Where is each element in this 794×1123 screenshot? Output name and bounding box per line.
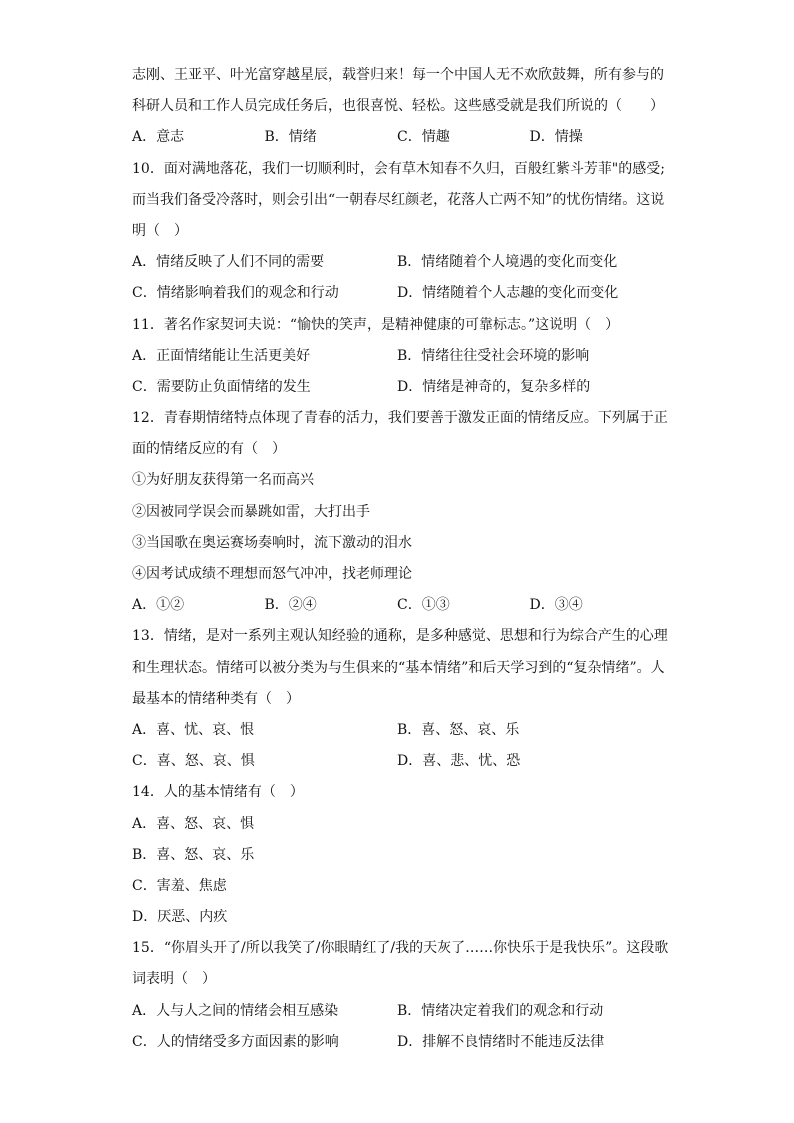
option-b: B．情绪往往受社会环境的影响 bbox=[397, 347, 590, 364]
option-c: C．喜、怒、哀、惧 bbox=[132, 753, 255, 770]
option-c: C．人的情绪受多方面因素的影响 bbox=[132, 1033, 339, 1050]
option-a: A．意志 bbox=[132, 129, 185, 146]
question-11 bbox=[132, 310, 662, 404]
question-text-line: 10．面对满地落花，我们一切顺利时，会有草木知春不久归，百般红紫斗芳菲"的感受; bbox=[132, 160, 665, 177]
option-c: C．情趣 bbox=[397, 129, 450, 146]
options-row bbox=[132, 996, 662, 1027]
option-d: D．情操 bbox=[529, 129, 583, 146]
question-text-line: 14．人的基本情绪有（ ） bbox=[132, 784, 304, 801]
option-d: D．喜、悲、忧、恐 bbox=[397, 753, 521, 770]
options-row bbox=[132, 247, 662, 278]
options-row bbox=[132, 746, 662, 777]
option-d: D．情绪是神奇的，复杂多样的 bbox=[397, 378, 591, 395]
options-row bbox=[132, 341, 662, 372]
option-c: C．情绪影响着我们的观念和行动 bbox=[132, 285, 339, 302]
option-a: A．情绪反映了人们不同的需要 bbox=[132, 254, 325, 271]
option-c: C．①③ bbox=[397, 597, 450, 614]
option-c: C．害羞、焦虑 bbox=[132, 877, 227, 894]
option-c: C．需要防止负面情绪的发生 bbox=[132, 378, 311, 395]
question-12 bbox=[132, 403, 668, 621]
option-b: B．喜、怒、哀、乐 bbox=[132, 846, 255, 863]
statement-item: ②因被同学误会而暴跳如雷，大打出手 bbox=[132, 503, 370, 520]
option-b: B．情绪 bbox=[264, 129, 317, 146]
option-a: A．喜、怒、哀、惧 bbox=[132, 815, 255, 832]
question-text-line: 和生理状态。情绪可以被分类为与生俱来的“基本情绪”和后天学习到的“复杂情绪”。人 bbox=[132, 659, 665, 676]
question-13 bbox=[132, 621, 668, 777]
question-text-line: 科研人员和工作人员完成任务后，也很喜悦、轻松。这些感受就是我们所说的（ ） bbox=[132, 98, 664, 115]
question-text-line: 面的情绪反应的有（ ） bbox=[132, 441, 286, 458]
option-a: A．人与人之间的情绪会相互感染 bbox=[132, 1002, 339, 1019]
option-d: D．③④ bbox=[529, 597, 583, 614]
option-b: B．喜、怒、哀、乐 bbox=[397, 721, 520, 738]
option-d: D．情绪随着个人志趣的变化而变化 bbox=[397, 285, 619, 302]
question-text-line: 13．情绪，是对一系列主观认知经验的通称，是多种感觉、思想和行为综合产生的心理 bbox=[132, 628, 668, 645]
question-text-line: 最基本的情绪种类有（ ） bbox=[132, 690, 300, 707]
question-text-line: 12．青春期情绪特点体现了青春的活力，我们要善于激发正面的情绪反应。下列属于正 bbox=[132, 410, 668, 427]
question-text-line: 15．“你眉头开了/所以我笑了/你眼睛红了/我的天灰了……你快乐于是我快乐”。这段歌 bbox=[132, 940, 669, 957]
option-d: D．厌恶、内疚 bbox=[132, 909, 228, 926]
options-row bbox=[132, 278, 662, 309]
question-14 bbox=[132, 777, 662, 933]
option-b: B．情绪决定着我们的观念和行动 bbox=[397, 1002, 604, 1019]
question-10 bbox=[132, 154, 665, 310]
options-row bbox=[132, 715, 662, 746]
statement-item: ①为好朋友获得第一名而高兴 bbox=[132, 472, 314, 489]
option-b: B．②④ bbox=[264, 597, 317, 614]
options-row bbox=[132, 372, 662, 403]
option-b: B．情绪随着个人境遇的变化而变化 bbox=[397, 254, 618, 271]
option-a: A．喜、忧、哀、恨 bbox=[132, 721, 255, 738]
options-row bbox=[132, 122, 662, 153]
statement-item: ④因考试成绩不理想而怒气冲冲，找老师理论 bbox=[132, 566, 412, 582]
option-d: D．排解不良情绪时不能违反法律 bbox=[397, 1033, 605, 1050]
options-row bbox=[132, 590, 662, 621]
question-text-line: 词表明（ ） bbox=[132, 971, 216, 988]
question-text-line: 明（ ） bbox=[132, 222, 188, 239]
statement-item: ③当国歌在奥运赛场奏响时，流下激动的泪水 bbox=[132, 534, 412, 551]
question-text-line: 志刚、王亚平、叶光富穿越星辰，载誉归来！每一个中国人无不欢欣鼓舞，所有参与的 bbox=[132, 67, 664, 83]
option-a: A．正面情绪能让生活更美好 bbox=[132, 347, 311, 364]
question-text-line: 11．著名作家契诃夫说：“愉快的笑声，是精神健康的可靠标志。”这说明（ ） bbox=[132, 316, 620, 333]
option-a: A．①② bbox=[132, 597, 185, 614]
question-9 bbox=[132, 60, 662, 154]
question-text-line: 而当我们备受冷落时，则会引出“一朝春尽红颜老，花落人亡两不知”的忧伤情绪。这说 bbox=[132, 191, 665, 208]
options-row bbox=[132, 1027, 662, 1058]
question-15 bbox=[132, 933, 669, 1058]
exam-page bbox=[132, 60, 669, 1058]
